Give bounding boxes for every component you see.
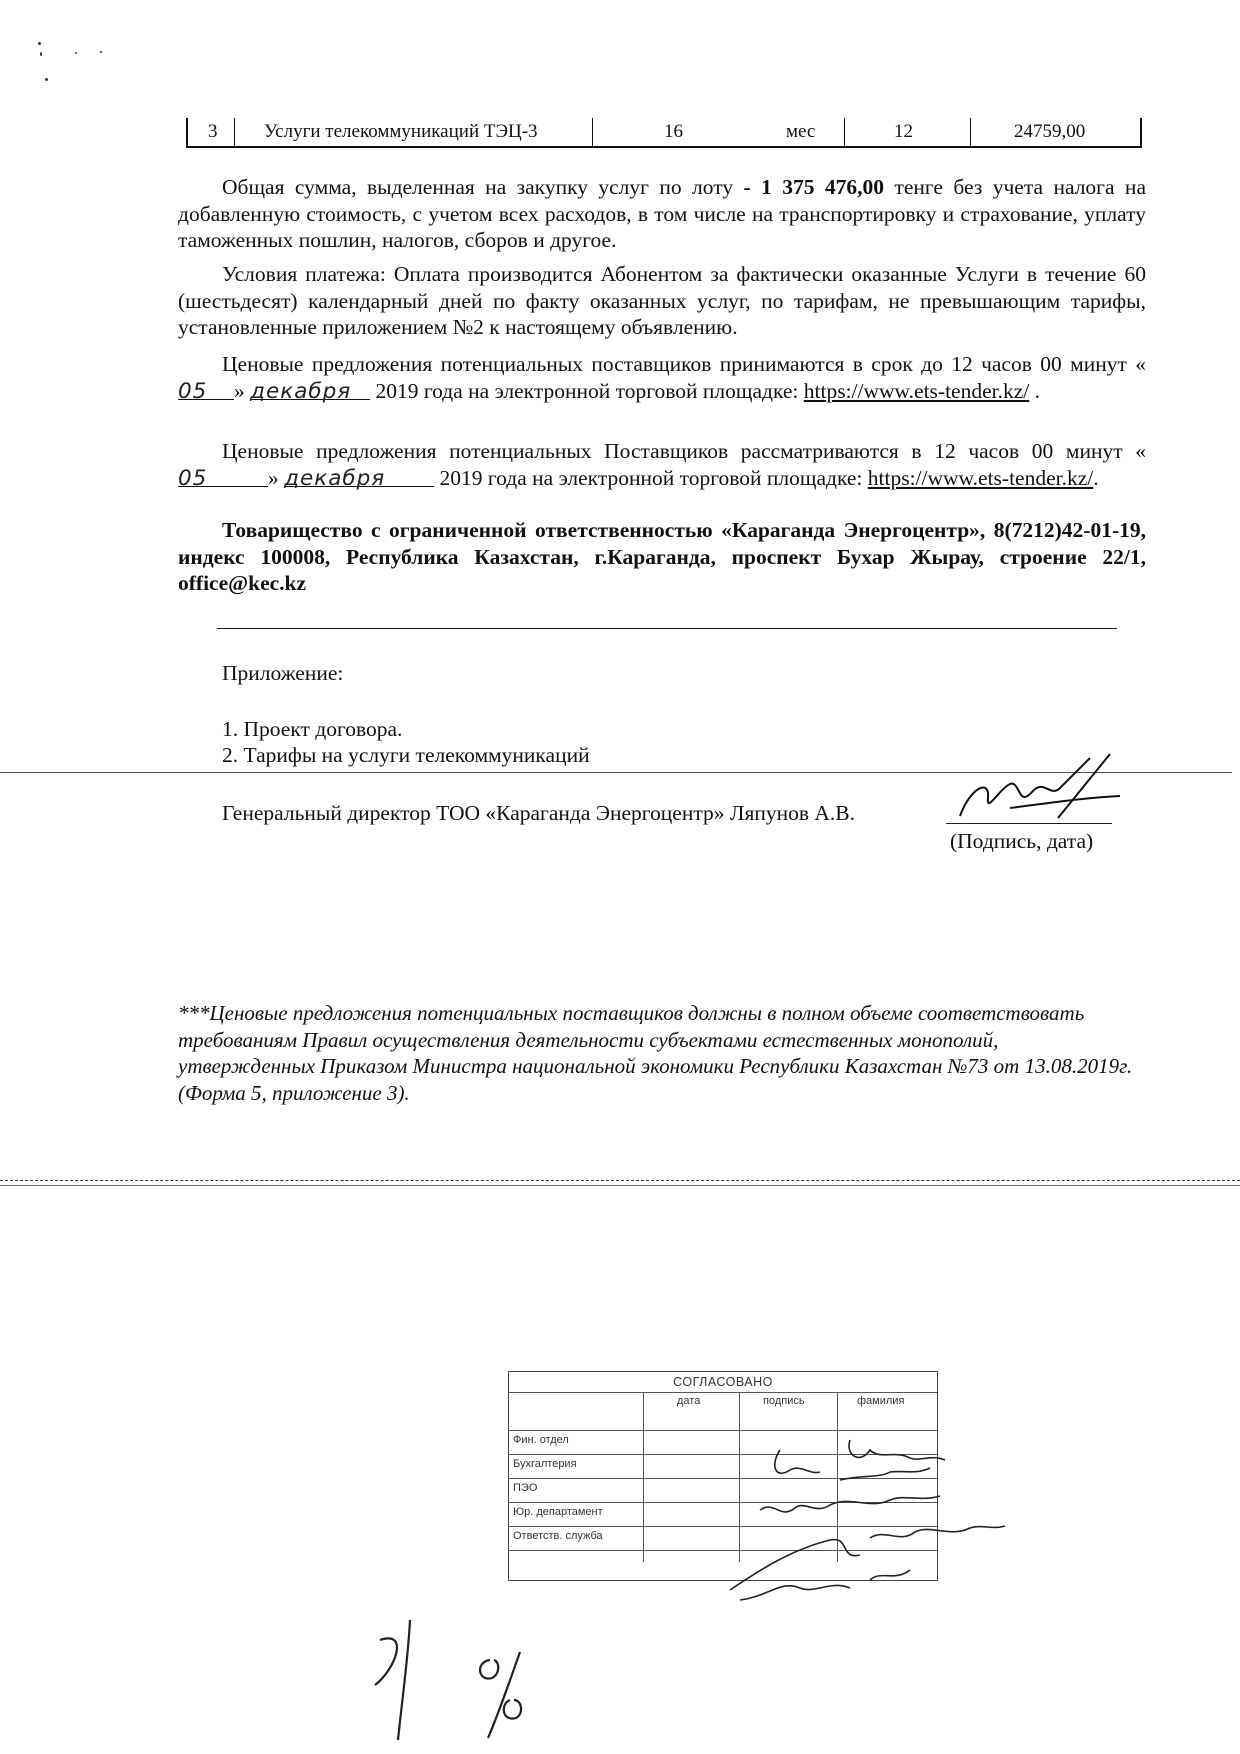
para4-text-2: 2019 года на электронной торговой площадке: xyxy=(434,465,868,490)
row-number: 3 xyxy=(208,121,218,142)
submission-deadline-paragraph xyxy=(178,351,1146,404)
tender-link[interactable]: https://www.ets-tender.kz/ xyxy=(803,378,1030,403)
row-unit: мес xyxy=(786,121,816,142)
company-info xyxy=(178,517,1146,597)
scan-speck xyxy=(40,52,42,56)
para1-text-2: тенге без учета налога на добавленную стоимость, с учетом всех расходов, в том числе на транспортировку и страхование, уплату таможенных пошлин, налогов, сборов и другое. xyxy=(178,175,1146,252)
scan-line xyxy=(0,1180,1240,1181)
para4-end: . xyxy=(1093,465,1099,490)
handwritten-month: декабря xyxy=(284,466,434,487)
attachments-heading: Приложение: xyxy=(222,661,344,685)
tender-link[interactable]: https://www.ets-tender.kz/ xyxy=(867,465,1094,490)
stamp-column: фамилия xyxy=(857,1395,905,1407)
pricing-table-row xyxy=(186,118,1142,148)
total-amount: - 1 375 476,00 xyxy=(743,175,885,199)
scan-speck xyxy=(75,52,77,54)
handwritten-day: 05 xyxy=(178,466,268,487)
para3-end: . xyxy=(1029,378,1041,403)
stamp-column: подпись xyxy=(763,1395,805,1407)
stamp-row: Фин. отдел xyxy=(513,1434,569,1446)
handwritten-day: 05 xyxy=(178,379,234,400)
handwritten-month: декабря xyxy=(250,379,370,400)
total-amount-paragraph xyxy=(178,174,1146,254)
payment-terms-text: Условия платежа: Оплата производится Абонентом за фактически оказанные Услуги в течение 60 (шестьдесят) календарный дней по факту оказанных услуг, по тарифам, не превышающим тарифы, установленные приложением №2 к настоящему объявлению. xyxy=(178,262,1146,339)
scan-speck xyxy=(100,51,102,53)
row-months: 12 xyxy=(894,121,913,142)
attachment-item: 1. Проект договора. xyxy=(222,717,403,741)
para3-text-1: Ценовые предложения потенциальных поставщиков принимаются в срок до 12 часов 00 минут « xyxy=(222,352,1146,376)
para3-quote: » xyxy=(234,378,251,403)
director-signature-line: Генеральный директор ТОО «Караганда Энергоцентр» Ляпунов А.В. xyxy=(222,801,856,825)
stamp-row: ПЭО xyxy=(513,1482,538,1494)
row-amount: 24759,00 xyxy=(1014,121,1086,142)
para4-text-1: Ценовые предложения потенциальных Поставщиков рассматриваются в 12 часов 00 минут « xyxy=(222,439,1146,463)
stamp-row: Бухгалтерия xyxy=(513,1458,577,1470)
stamp-column: дата xyxy=(677,1395,701,1407)
row-quantity: 16 xyxy=(664,121,683,142)
director-signature xyxy=(940,748,1140,828)
para1-text-1: Общая сумма, выделенная на закупку услуг по лоту xyxy=(222,175,744,199)
para4-quote: » xyxy=(268,465,285,490)
company-info-text: Товарищество с ограниченной ответственностью «Караганда Энергоцентр», 8(7212)42-01-19, индекс 100008, Республика Казахстан, г.Караганда, проспект Бухар Жырау, строение 22/1, office@kec.kz xyxy=(178,518,1146,595)
review-time-paragraph xyxy=(178,438,1146,491)
row-service-name: Услуги телекоммуникаций ТЭЦ-3 xyxy=(264,121,538,142)
approval-signatures xyxy=(720,1420,1020,1620)
signature-caption: (Подпись, дата) xyxy=(950,829,1094,853)
stamp-row: Ответств. служба xyxy=(513,1530,603,1542)
scan-speck xyxy=(38,42,41,45)
divider xyxy=(217,628,1117,629)
attachment-item: 2. Тарифы на услуги телекоммуникаций xyxy=(222,743,590,767)
footnote: ***Ценовые предложения потенциальных поставщиков должны в полном объеме соответствовать требованиям Правил осуществления деятельности субъектами естественных монополий, утвержденных Приказом Министра национальной экономики Республики Казахстан №73 от 13.08.2019г. (Форма 5, приложение 3). xyxy=(178,1001,1133,1105)
stamp-title: СОГЛАСОВАНО xyxy=(673,1375,773,1389)
payment-terms-paragraph xyxy=(178,261,1146,341)
scan-line xyxy=(0,1185,1240,1186)
para3-text-2: 2019 года на электронной торговой площадке: xyxy=(370,378,804,403)
stamp-row: Юр. департамент xyxy=(513,1506,603,1518)
handwritten-note xyxy=(350,1600,570,1750)
scan-speck xyxy=(45,78,48,81)
